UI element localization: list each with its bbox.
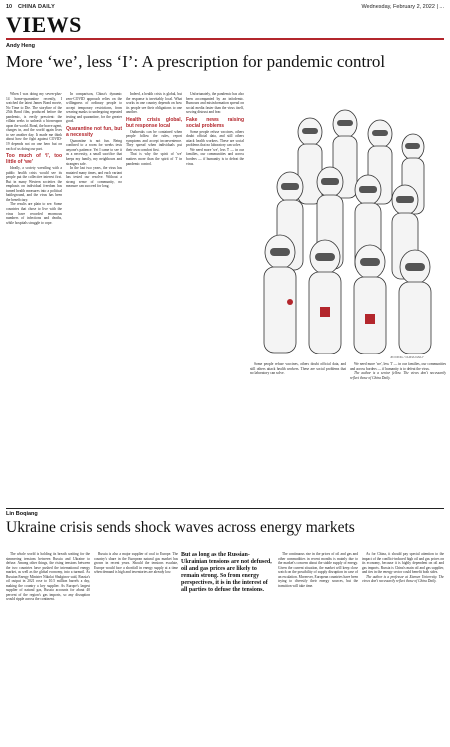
- page-number: 10: [6, 4, 13, 10]
- article1-paragraph: Unfortunately, the pandemic has also been accompanied by an infodemic. Rumours and misinformation spread on social media faster than the virus itself, sowing distrust and fear.: [186, 92, 244, 115]
- section-rule: [6, 38, 444, 40]
- article1-paragraph: Quarantine is not fun. Being confined to a room for weeks tests anyone's patience. Yet I came to see it as a necessity, a small sacrifice that keeps my family, my neighbours and strangers safe.: [66, 138, 122, 166]
- article1-headline: More ‘we’, less ‘I’: A prescription for pandemic control: [6, 52, 386, 71]
- section-title: VIEWS: [6, 12, 82, 37]
- article-divider: [6, 508, 444, 509]
- article1-paragraph: Ideally, a society wrestling with a public health crisis would see its people put the collective interest first. But in many Western societies the emphasis on individual freedom has turned health measures into a political battleground, and the virus has been the beneficiary.: [6, 166, 62, 202]
- article2-column-1: [6, 552, 90, 742]
- article1-column-5: [250, 362, 346, 502]
- article1-paragraph: In comparison, China's dynamic zero-COVID approach relies on the willingness of ordinary people to accept temporary restrictions, from wearing masks to undergoing repeated testing and quarantine, for the greater good.: [66, 92, 122, 124]
- article1-column-4: [186, 92, 244, 502]
- illustration-hazmat-crowd: [250, 92, 446, 354]
- article1-column-2: [66, 92, 122, 502]
- article1-byline: Andy Heng: [6, 43, 36, 49]
- article1-paragraph: In the last two years, the virus has mutated many times, and each variant has tested our resolve. Without a strong sense of community, no measure can succeed for long.: [66, 166, 122, 189]
- article1-paragraph: We need more 'we', less 'I' — in our families, our communities and across borders — if humanity is to defeat the virus.: [186, 147, 244, 166]
- article2-author-note: The author is a professor at Xiamen University. The views don't necessarily reflect those of China Daily.: [362, 574, 444, 584]
- article1-column-3: [126, 92, 182, 502]
- article2-column-3: [278, 552, 358, 742]
- article2-column-4: [362, 552, 444, 742]
- article2-column-2: [94, 552, 178, 742]
- article1-subhead-3: Health crisis global, but response local: [126, 116, 182, 129]
- paper-name: CHINA DAILY: [18, 4, 55, 10]
- article1-subhead-2: Quarantine not fun, but a necessity: [66, 125, 122, 138]
- article2-paragraph: As for China, it should pay special attention to the impact of the conflict-induced high oil and gas prices on its economy, because it is highly dependent on oil and gas imports. Russia is China's main oil and gas supplier, and ties in the energy sector could benefit both sides.: [362, 552, 444, 575]
- article1-paragraph: The results are plain to see. Some countries that chose to live with the virus have recorded enormous numbers of infections and deaths, while hospitals struggle to cope.: [6, 202, 62, 225]
- article2-paragraph: Russia is also a major supplier of coal to Europe. The country's share in the European natural gas market has grown in recent years. Should the tensions escalate, Europe would face a shortfall in energy supply at a time when demand is high and inventories are already low.: [94, 552, 178, 575]
- article1-author-note: The author is a senior fellow. The views don't necessarily reflect those of China Daily.: [350, 371, 446, 380]
- article1-paragraph: Some people refuse vaccines, others doubt official data, and still others attack health workers. These are social problems that no laboratory can solve.: [186, 129, 244, 148]
- article1-paragraph: Outbreaks can be contained when people follow the rules, report symptoms and accept inconvenience. They spread when individuals put their own comfort first.: [126, 129, 182, 152]
- article2-paragraph: The continuous rise in the prices of oil and gas and other commodities in recent months is mainly due to the market's concern about the stable supply of energy. Given the current situation, the market will keep close watch on the possibility of supply disruption in case of an escalation. Moreover, European countries have been trying to diversify their energy sources, but the transition will take time.: [278, 552, 358, 588]
- article1-subhead-1: Too much of ‘I’, too little of ‘we’: [6, 153, 62, 166]
- article2-paragraph: The whole world is holding its breath waiting for the simmering tensions between Russia and Ukraine to defuse. Among other things, the rising tensions between the two countries have pushed the international energy market, as well as the global economy, into a turmoil. As Russian Energy Minister Nikolai Shulginov said, Russia's oil output in 2021 rose to 10.5 million barrels a day, making the country a key supplier. As Europe's largest supplier of natural gas, Russia accounts for about 40 percent of the region's gas imports, so any disruption would ripple across the continent.: [6, 552, 90, 602]
- article1-column-1: [6, 92, 62, 502]
- issue-date: Wednesday, February 2, 2022 | ...: [361, 4, 444, 10]
- article1-paragraph: We need more 'we', less 'I' — in our families, our communities and across borders — if humanity is to defeat the virus.: [350, 362, 446, 371]
- article1-paragraph: Some people refuse vaccines, others doubt official data, and still others attack health workers. These are social problems that no laboratory can solve.: [250, 362, 346, 376]
- article1-paragraph: Indeed, a health crisis is global, but the response is inevitably local. What works in one country depends on how its people see their obligations to one another.: [126, 92, 182, 115]
- article1-column-6: [350, 362, 446, 502]
- article2-headline: Ukraine crisis sends shock waves across energy markets: [6, 519, 355, 536]
- illustration-credit: JIN DING / CHINA DAILY: [390, 355, 424, 359]
- article1-paragraph: When I was doing my seven-plus-14 home-quarantine recently, I watched the latest James Bond movie, No Time to Die. The storyline of the 25th Bond film, produced before the pandemic, is eerily prescient: the villain seeks to unleash a bioweapon upon the world. Bond, the brave agent, charges in, and the world again lives to see another day. It made me think about how the fight against COVID-19 depends not on one hero but on each of us doing our part.: [6, 92, 62, 151]
- pull-quote: But as long as the Russian-Ukrainian tensions are not defused, oil and gas prices are likely to remain strong. So from energy perspectives, it is in the interest of all parties to defuse the tensions.: [181, 552, 272, 594]
- article2-byline: Lin Boqiang: [6, 511, 38, 517]
- article1-paragraph: That is why the spirit of 'we' matters more than the spirit of 'I' in pandemic control.: [126, 152, 182, 166]
- article1-subhead-4: Fake news raising social problems: [186, 116, 244, 129]
